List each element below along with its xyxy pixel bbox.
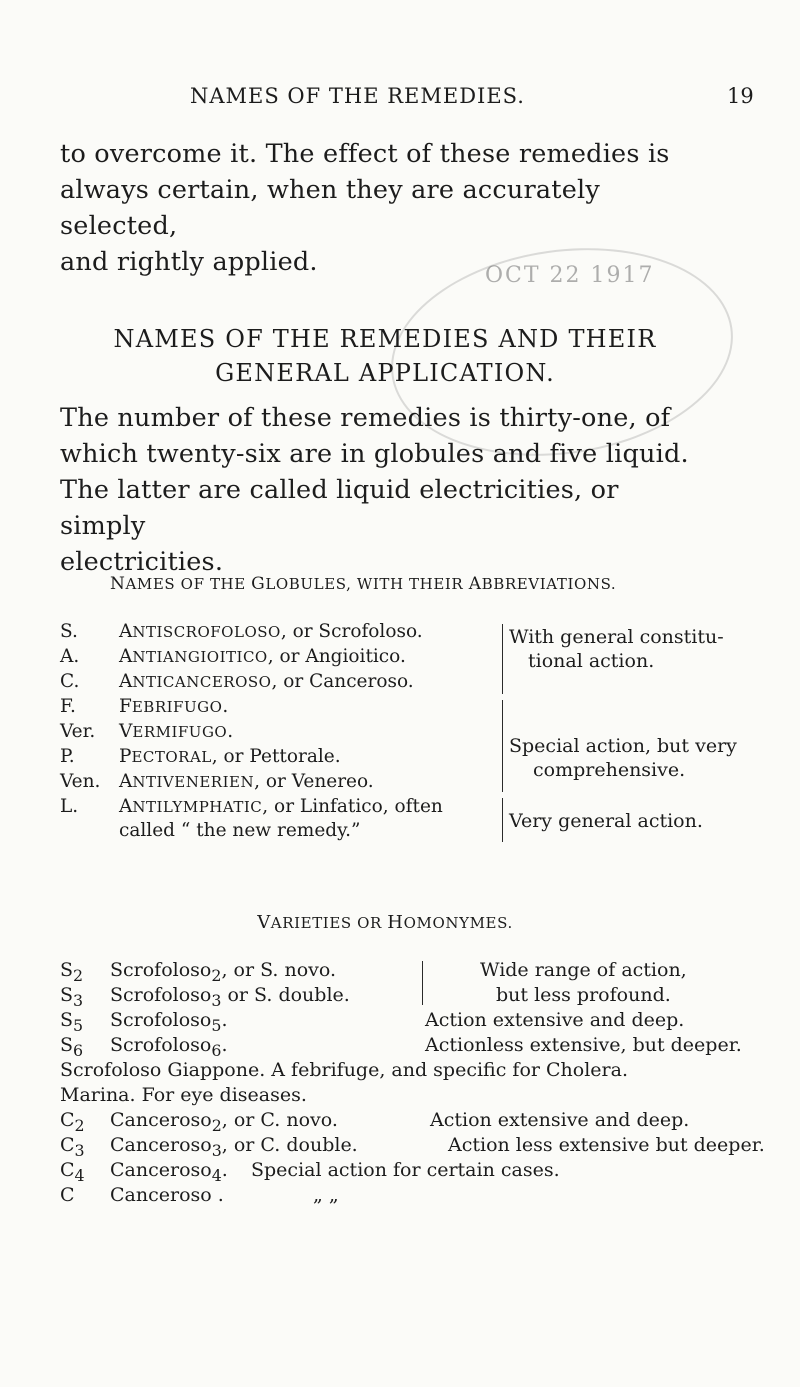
- globules-table-heading: NAMES OF THE GLOBULES, WITH THEIR ABBREVIATIONS.: [110, 574, 617, 594]
- paragraph-line: always certain, when they are accurately selected,: [60, 175, 601, 241]
- giappone-line: Scrofoloso Giappone. A febrifuge, and specific for Cholera.: [60, 1059, 628, 1081]
- variety-brace: [410, 961, 423, 1005]
- canceroso-row: C Canceroso . „ „: [60, 1184, 339, 1206]
- section-heading: NAMES OF THE REMEDIES AND THEIR: [113, 325, 657, 353]
- stamp-date: OCT 22 1917: [485, 263, 655, 288]
- paragraph-line: electricities.: [60, 547, 224, 577]
- group-brace: [490, 624, 503, 694]
- globule-row: L. ANTILYMPHATIC, or Linfatico, often: [60, 796, 443, 817]
- paragraph-line: The latter are called liquid electricities, or simply: [60, 475, 619, 541]
- variety-row: $S_3$ Scrofoloso$_3$ or S. double. but less profound.: [60, 984, 671, 1010]
- paragraph-line: and rightly applied.: [60, 247, 318, 277]
- globule-row: C. ANTICANCEROSO, or Canceroso.: [60, 671, 414, 692]
- group-note: With general constitu-: [509, 626, 724, 648]
- canceroso-row: $C_3$ Canceroso$_3$, or C. double. Action less extensive but deeper.: [60, 1134, 765, 1160]
- paragraph-line: The number of these remedies is thirty-one, of: [60, 403, 671, 433]
- group-note: tional action.: [528, 650, 655, 672]
- paragraph-line: which twenty-six are in globules and five liquid.: [60, 439, 689, 469]
- paragraph-intro: [60, 136, 710, 280]
- varieties-heading: VARIETIES OR HOMONYMES.: [257, 912, 513, 933]
- globule-continuation: called “ the new remedy.”: [119, 820, 361, 841]
- group-note: comprehensive.: [533, 759, 686, 781]
- paragraph-number-of-remedies: [60, 400, 710, 580]
- paragraph-line: to overcome it. The effect of these remedies is: [60, 139, 670, 169]
- globule-row: S. ANTISCROFOLOSO, or Scrofoloso.: [60, 621, 423, 642]
- canceroso-row: $C_2$ Canceroso$_2$, or C. novo. Action extensive and deep.: [60, 1109, 690, 1135]
- globule-row: Ver. VERMIFUGO.: [60, 721, 234, 742]
- section-heading-continued: GENERAL APPLICATION.: [215, 359, 555, 387]
- marina-line: Marina. For eye diseases.: [60, 1084, 307, 1106]
- page-number: 19: [727, 84, 754, 108]
- group-brace: [490, 700, 503, 792]
- running-head: NAMES OF THE REMEDIES.: [190, 84, 525, 108]
- variety-row: $S_5$ Scrofoloso$_5$. Action extensive and deep.: [60, 1009, 685, 1035]
- variety-row: $S_2$ Scrofoloso$_2$, or S. novo. Wide range of action,: [60, 959, 687, 985]
- canceroso-row: $C_4$ Canceroso$_4$. Special action for certain cases.: [60, 1159, 560, 1185]
- globule-row: F. FEBRIFUGO.: [60, 696, 229, 717]
- variety-row: $S_6$ Scrofoloso$_6$. Actionless extensive, but deeper.: [60, 1034, 742, 1060]
- globule-row: A. ANTIANGIOITICO, or Angioitico.: [60, 646, 406, 667]
- group-brace: [490, 798, 503, 842]
- group-note: Very general action.: [509, 810, 703, 832]
- globule-row: P. PECTORAL, or Pettorale.: [60, 746, 341, 767]
- globule-row: Ven. ANTIVENERIEN, or Venereo.: [60, 771, 374, 792]
- group-note: Special action, but very: [509, 735, 737, 757]
